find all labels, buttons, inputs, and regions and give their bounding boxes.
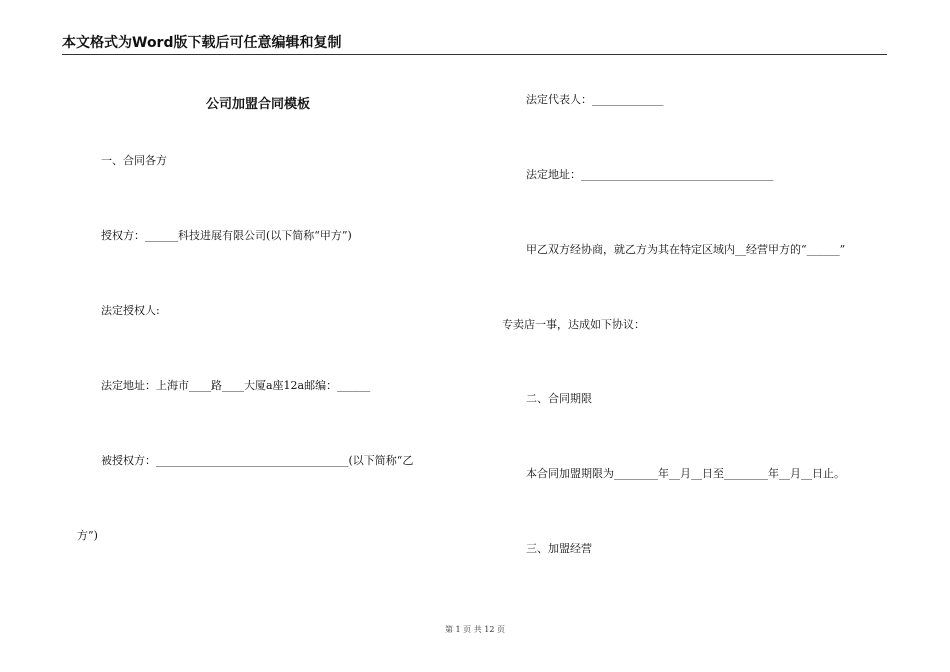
legal-representative-line: 法定代表人：_____________ xyxy=(526,93,664,106)
address-line: 法定地址：上海市____路____大厦a座12a邮编：______ xyxy=(101,379,371,392)
licensee-line: 被授权方：___________________________________(以下简称“乙 xyxy=(101,454,414,467)
agreement-paragraph: 甲乙双方经协商，就乙方为其在特定区域内__经营甲方的“______” xyxy=(526,243,846,256)
legal-licensor-line: 法定授权人: xyxy=(101,304,160,317)
legal-address-line: 法定地址：___________________________________ xyxy=(526,168,774,181)
section-franchise-operation: 三、加盟经营 xyxy=(526,542,592,555)
document-title: 公司加盟合同模板 xyxy=(206,97,311,112)
licensee-line-continued: 方”) xyxy=(77,529,98,542)
licensor-line: 授权方：______科技进展有限公司(以下简称“甲方”) xyxy=(101,229,352,242)
document-header: 本文格式为Word版下载后可任意编辑和复制 xyxy=(62,34,887,55)
section-contract-term: 二、合同期限 xyxy=(526,392,592,405)
section-contract-parties: 一、合同各方 xyxy=(101,154,167,167)
term-line: 本合同加盟期限为________年__月__日至________年__月__日止。 xyxy=(526,467,845,480)
page-number-footer: 第 1 页 共 12 页 xyxy=(445,625,505,634)
agreement-paragraph-continued: 专卖店一事，达成如下协议： xyxy=(502,318,645,331)
